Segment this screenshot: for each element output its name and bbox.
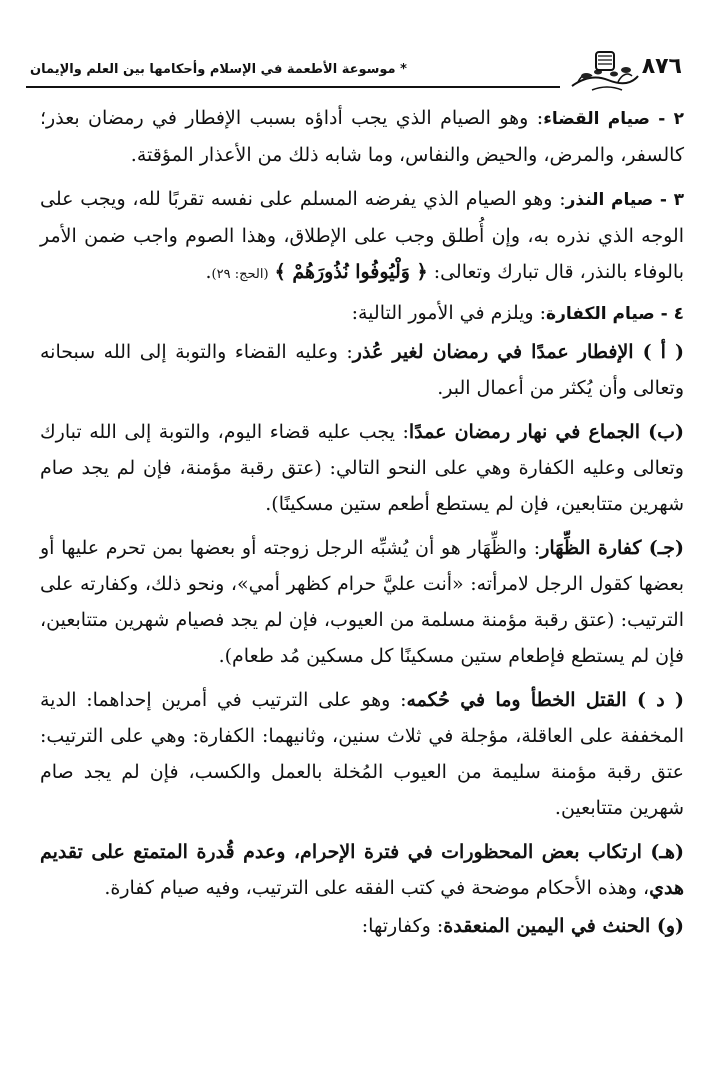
paragraph-case-b [40,414,684,522]
verse-reference: (الحج: ٢٩) [211,267,269,282]
paragraph-case-c [40,530,684,674]
item-text: : وهو الصيام الذي يجب أداؤه بسبب الإفطار في رمضان بعذر؛ كالسفر، والمرض، والحيض والنفاس، وما شابه ذلك من الأعذار المؤقتة. [40,107,684,166]
running-title: * موسوعة الأطعمة في الإسلام وأحكامها بين العلم والإيمان [30,62,407,77]
floral-ornament-icon [568,46,642,94]
item-text: : ويلزم في الأمور التالية: [351,302,547,324]
case-text: : وكفارتها: [361,915,444,937]
item-heading: ٣ - صيام النذر [565,190,685,210]
case-text: : وهو على الترتيب في أمرين إحداهما: الدية المخففة على العاقلة، مؤجلة في ثلاث سنين، وثانيهما: الكفارة: وهي على الترتيب: عتق رقبة مؤمنة سليمة من العيوب المُخلة بالعمل والكسب، فإن لم يجد صام شهرين متتابعين. [40,689,684,819]
paragraph-case-f [40,908,684,944]
header-rule [26,86,560,88]
item-heading: ٤ - صيام الكفارة [546,304,684,324]
case-text: : والظِّهَار هو أن يُشبِّه الرجل زوجته أو بعضها بمن تحرم عليها أو بعضها كقول الرجل لامرأته: «أنت عليَّ حرام كظهر أمي»، ونحو ذلك، وكفارته على الترتيب: (عتق رقبة مؤمنة مسلمة من العيوب، فإن لم يجد فصيام شهرين متتابعين، فإن لم يستطع فإطعام ستين مسكينًا كل مسكين مُد طعام). [40,537,684,667]
item-heading: ٢ - صيام القضاء [543,109,684,129]
paragraph-case-e [40,834,684,906]
paragraph-case-a [40,334,684,406]
case-heading: ( أ ) الإفطار عمدًا في رمضان لغير عُذر [352,341,684,363]
item-text-tail: . [205,261,212,283]
case-heading: (هـ) ارتكاب بعض المحظورات في فترة الإحرام، وعدم قُدرة المتمتع على تقديم هدي [40,841,684,899]
paragraph-kaffara-fasting [40,295,684,332]
page-number: ٨٧٦ [641,54,682,79]
case-text: : وعليه القضاء والتوبة إلى الله سبحانه وتعالى وأن يُكثر من أعمال البر. [40,341,684,399]
case-heading: (جـ) كفارة الظِّهَار [540,537,684,559]
case-heading: (و) الحنث في اليمين المنعقدة [443,915,684,937]
case-heading: ( د ) القتل الخطأ وما في حُكمه [406,689,684,711]
quran-verse: ﴿ وَلْيُوفُوا نُذُورَهُمْ ﴾ [274,261,428,283]
case-text: ، وهذه الأحكام موضحة في كتب الفقه على الترتيب، وفيه صيام كفارة. [104,877,650,899]
paragraph-case-d [40,682,684,826]
paragraph-qada-fasting [40,100,684,173]
page-header [26,46,686,96]
case-text: : يجب عليه قضاء اليوم، والتوبة إلى الله تبارك وتعالى وعليه الكفارة وهي على النحو التالي: (عتق رقبة مؤمنة، فإن لم يجد صام شهرين متتابعين، فإن لم يستطع أطعم ستين مسكينًا). [40,421,684,515]
paragraph-nadhr-fasting [40,181,684,293]
case-heading: (ب) الجماع في نهار رمضان عمدًا [408,421,684,443]
page-content [40,100,684,944]
item-text: : وهو الصيام الذي يفرضه المسلم على نفسه تقربًا لله، ويجب على الوجه الذي نذره به، وإن أُطلق وجب على الإطلاق، وهذا الصوم واجب ضمن الأمر بالوفاء بالنذر، قال تبارك وتعالى: [40,188,684,283]
